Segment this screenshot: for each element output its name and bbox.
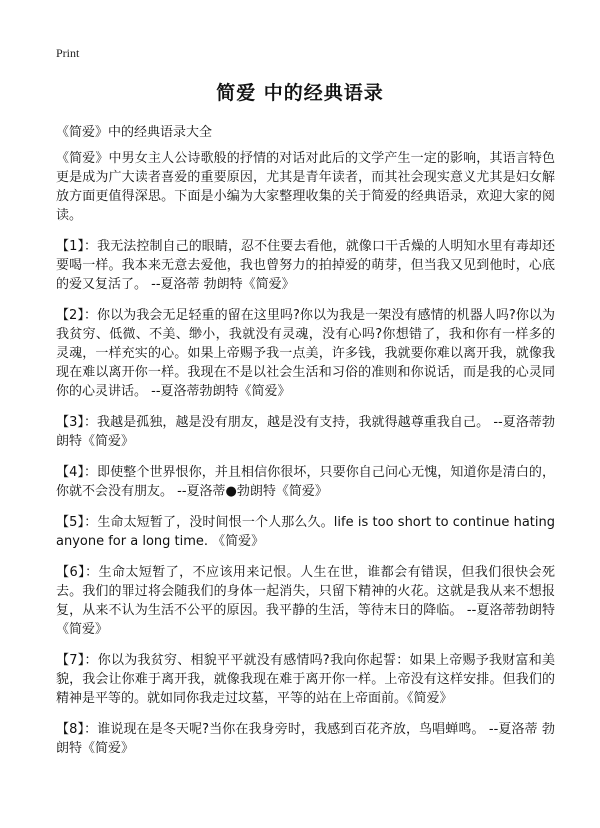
quote-number: 【4】 bbox=[56, 465, 85, 480]
quote-item-2 bbox=[56, 306, 555, 401]
quote-item-8 bbox=[56, 720, 555, 758]
page-subtitle: 《简爱》中的经典语录大全 bbox=[56, 125, 213, 140]
quote-text: ：我越是孤独，越是没有朋友，越是没有支持，我就得越尊重我自己。 --夏洛蒂勃朗特《简爱》 bbox=[56, 415, 555, 449]
quote-text: ：谁说现在是冬天呢?当你在我身旁时，我感到百花齐放，鸟唱蝉鸣。 --夏洛蒂 勃朗特《简爱》 bbox=[56, 722, 555, 756]
quote-item-1 bbox=[56, 237, 555, 294]
quote-text: ：我无法控制自己的眼睛，忍不住要去看他，就像口干舌燥的人明知水里有毒却还要喝一样。我本来无意去爱他，我也曾努力的拍掉爱的萌芽，但当我又见到他时，心底的爱又复活了。 --夏洛蒂 勃朗特《简爱》 bbox=[56, 239, 555, 292]
quote-number: 【3】 bbox=[56, 415, 84, 430]
print-label[interactable]: Print bbox=[56, 46, 80, 60]
quote-item-7 bbox=[56, 651, 555, 708]
quote-number: 【7】 bbox=[56, 653, 85, 668]
intro-paragraph: 《简爱》中男女主人公诗歌般的抒情的对话对此后的文学产生一定的影响，其语言特色更是成为广大读者喜爱的重要原因，尤其是青年读者，而其社会现实意义尤其是妇女解放方面更值得深思。下面是小编为大家整理收集的关于简爱的经典语录，欢迎大家的阅读。 bbox=[56, 151, 555, 223]
quote-number: 【1】 bbox=[56, 239, 85, 254]
quote-text: ：你以为我贫穷、相貌平平就没有感情吗?我向你起誓：如果上帝赐予我财富和美貌，我会让你难于离开我，就像我现在难于离开你一样。上帝没有这样安排。但我们的精神是平等的。就如同你我走过坟墓，平等的站在上帝面前。《简爱》 bbox=[56, 653, 555, 706]
quote-text: ：你以为我会无足轻重的留在这里吗?你以为我是一架没有感情的机器人吗?你以为我贫穷、低微、不美、缈小，我就没有灵魂，没有心吗?你想错了，我和你有一样多的灵魂，一样充实的心。如果上帝赐予我一点美，许多钱，我就要你难以离开我，就像我现在难以离开你一样。我现在不是以社会生活和习俗的准则和你说话，而是我的心灵同你的心灵讲话。 --夏洛蒂勃朗特《简爱》 bbox=[56, 308, 555, 399]
quote-item-6 bbox=[56, 563, 555, 639]
page-title: 简爱 中的经典语录 bbox=[216, 82, 384, 104]
quote-item-5 bbox=[56, 513, 555, 551]
quote-text: ：生命太短暂了，不应该用来记恨。人生在世，谁都会有错误，但我们很快会死去。我们的罪过将会随我们的身体一起消失，只留下精神的火花。这就是我从来不想报复，从来不认为生活不公平的原因。我平静的生活，等待末日的降临。 --夏洛蒂勃朗特《简爱》 bbox=[56, 565, 555, 637]
article-body bbox=[56, 149, 555, 770]
quote-item-3 bbox=[56, 413, 555, 451]
quote-number: 【8】 bbox=[56, 722, 85, 737]
quote-text: ：生命太短暂了，没时间恨一个人那么久。life is too short to continue hating anyone for a long time. 《简爱》 bbox=[56, 515, 555, 549]
quote-item-4 bbox=[56, 463, 555, 501]
quote-number: 【2】 bbox=[56, 308, 84, 323]
quote-number: 【6】 bbox=[56, 565, 86, 580]
quote-text: ：即使整个世界恨你，并且相信你很坏，只要你自己问心无愧，知道你是清白的，你就不会没有朋友。 --夏洛蒂●勃朗特《简爱》 bbox=[56, 465, 555, 499]
quote-number: 【5】 bbox=[56, 515, 85, 530]
